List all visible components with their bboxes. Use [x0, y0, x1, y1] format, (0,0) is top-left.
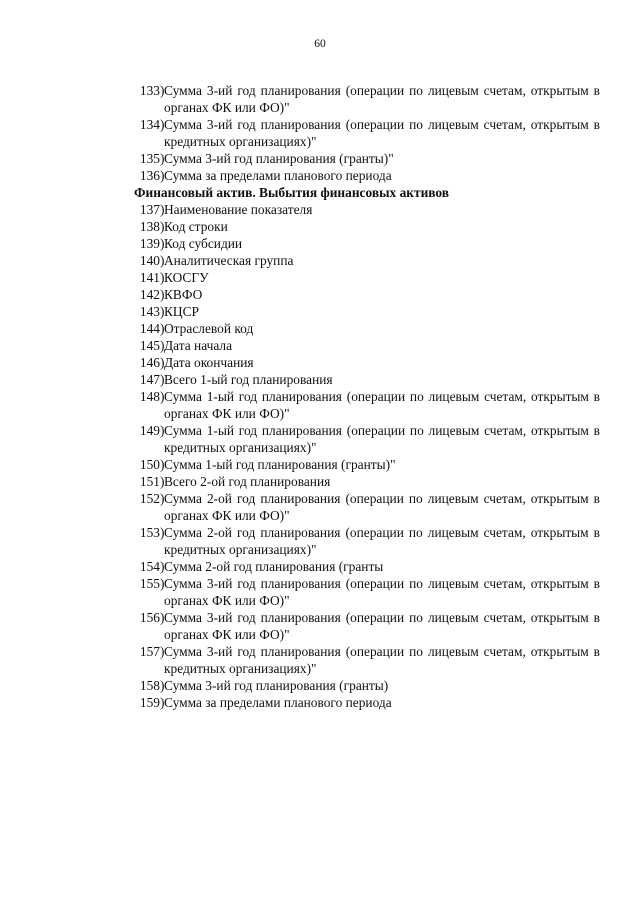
item-text: Дата окончания: [164, 355, 254, 370]
item-text: Сумма 3-ий год планирования (гранты)": [164, 151, 394, 166]
item-text: Сумма 2-ой год планирования (операции по лицевым счетам, открытым в кредитных организациях)": [164, 525, 600, 557]
item-text: Сумма 2-ой год планирования (гранты: [164, 559, 384, 574]
item-number-paren: ): [160, 236, 165, 251]
item-text: Сумма за пределами планового периода: [164, 168, 392, 183]
list-item: [135, 371, 600, 388]
item-text: КЦСР: [164, 304, 199, 319]
list-item: [135, 201, 600, 218]
item-number: 157: [139, 644, 160, 659]
list-item: [135, 218, 600, 235]
list-item: [135, 354, 600, 371]
item-text: Сумма 3-ий год планирования (операции по лицевым счетам, открытым в органах ФК или ФО)": [164, 610, 600, 642]
item-number: 135: [139, 151, 160, 166]
item-text: Сумма 1-ый год планирования (операции по лицевым счетам, открытым в органах ФК или ФО)": [164, 389, 600, 421]
item-number-paren: ): [160, 321, 165, 336]
item-number: 141: [139, 270, 160, 285]
item-number: 151: [139, 474, 160, 489]
item-number-paren: ): [160, 610, 165, 625]
item-text: Дата начала: [164, 338, 233, 353]
item-list-before-heading: [135, 82, 600, 184]
page-number: 60: [314, 38, 326, 50]
item-text: Сумма 3-ий год планирования (операции по лицевым счетам, открытым в органах ФК или ФО)": [164, 83, 600, 115]
item-number: 139: [139, 236, 160, 251]
item-text: Аналитическая группа: [164, 253, 294, 268]
item-number-paren: ): [160, 525, 165, 540]
list-item: [135, 490, 600, 524]
item-number-paren: ): [160, 338, 165, 353]
item-number: 143: [139, 304, 160, 319]
list-item: [135, 269, 600, 286]
list-item: [135, 524, 600, 558]
item-number-paren: ): [160, 474, 165, 489]
item-text: Сумма 3-ий год планирования (операции по лицевым счетам, открытым в кредитных организациях)": [164, 117, 600, 149]
item-text: КВФО: [164, 287, 203, 302]
item-number-paren: ): [160, 491, 165, 506]
list-item: [135, 167, 600, 184]
item-text: Сумма 3-ий год планирования (операции по лицевым счетам, открытым в кредитных организациях)": [164, 644, 600, 676]
item-number-paren: ): [160, 457, 165, 472]
list-item: [135, 337, 600, 354]
document-body: [135, 82, 600, 711]
item-text: Сумма 2-ой год планирования (операции по лицевым счетам, открытым в органах ФК или ФО)": [164, 491, 600, 523]
item-text: Сумма 3-ий год планирования (гранты): [164, 678, 389, 693]
list-item: [135, 609, 600, 643]
item-number: 159: [139, 695, 160, 710]
item-text: Отраслевой код: [164, 321, 254, 336]
list-item: [135, 252, 600, 269]
item-number: 147: [139, 372, 160, 387]
item-number: 142: [139, 287, 160, 302]
list-item: [135, 575, 600, 609]
item-number: 156: [139, 610, 160, 625]
item-number: 152: [139, 491, 160, 506]
item-number-paren: ): [160, 644, 165, 659]
item-number: 137: [139, 202, 160, 217]
item-number-paren: ): [160, 304, 165, 319]
item-number: 133: [139, 83, 160, 98]
item-number-paren: ): [160, 83, 165, 98]
item-text: Наименование показателя: [164, 202, 313, 217]
item-text: Сумма 1-ый год планирования (гранты)": [164, 457, 396, 472]
list-item: [135, 320, 600, 337]
list-item: [135, 116, 600, 150]
item-number-paren: ): [160, 559, 165, 574]
item-number: 146: [139, 355, 160, 370]
list-item: [135, 235, 600, 252]
item-number: 138: [139, 219, 160, 234]
item-text: КОСГУ: [164, 270, 209, 285]
item-text: Всего 1-ый год планирования: [164, 372, 333, 387]
list-item: [135, 422, 600, 456]
item-number-paren: ): [160, 355, 165, 370]
item-number: 145: [139, 338, 160, 353]
item-number: 148: [139, 389, 160, 404]
item-number: 136: [139, 168, 160, 183]
item-number-paren: ): [160, 576, 165, 591]
list-item: [135, 150, 600, 167]
item-number-paren: ): [160, 372, 165, 387]
list-item: [135, 643, 600, 677]
list-item: [135, 388, 600, 422]
item-list-after-heading: [135, 201, 600, 711]
list-item: [135, 303, 600, 320]
list-item: [135, 694, 600, 711]
item-text: Сумма 1-ый год планирования (операции по лицевым счетам, открытым в кредитных организациях)": [164, 423, 600, 455]
item-text: Сумма за пределами планового периода: [164, 695, 392, 710]
item-number: 155: [139, 576, 160, 591]
item-text: Всего 2-ой год планирования: [164, 474, 331, 489]
item-number: 144: [139, 321, 160, 336]
item-number-paren: ): [160, 678, 165, 693]
item-number: 153: [139, 525, 160, 540]
list-item: [135, 82, 600, 116]
list-item: [135, 473, 600, 490]
item-number-paren: ): [160, 253, 165, 268]
item-number-paren: ): [160, 151, 165, 166]
item-number-paren: ): [160, 423, 165, 438]
item-number-paren: ): [160, 202, 165, 217]
list-item: [135, 286, 600, 303]
item-number-paren: ): [160, 287, 165, 302]
item-number: 149: [139, 423, 160, 438]
item-number: 154: [139, 559, 160, 574]
item-number-paren: ): [160, 117, 165, 132]
item-number-paren: ): [160, 695, 165, 710]
item-text: Сумма 3-ий год планирования (операции по лицевым счетам, открытым в органах ФК или ФО)": [164, 576, 600, 608]
list-item: [135, 558, 600, 575]
item-number-paren: ): [160, 219, 165, 234]
item-number-paren: ): [160, 168, 165, 183]
item-number: 158: [139, 678, 160, 693]
item-number-paren: ): [160, 270, 165, 285]
item-number: 150: [139, 457, 160, 472]
item-number-paren: ): [160, 389, 165, 404]
item-text: Код строки: [164, 219, 228, 234]
list-item: [135, 677, 600, 694]
item-text: Код субсидии: [164, 236, 243, 251]
list-item: [135, 456, 600, 473]
item-number: 134: [139, 117, 160, 132]
section-heading: Финансовый актив. Выбытия финансовых активов: [134, 185, 450, 200]
item-number: 140: [139, 253, 160, 268]
